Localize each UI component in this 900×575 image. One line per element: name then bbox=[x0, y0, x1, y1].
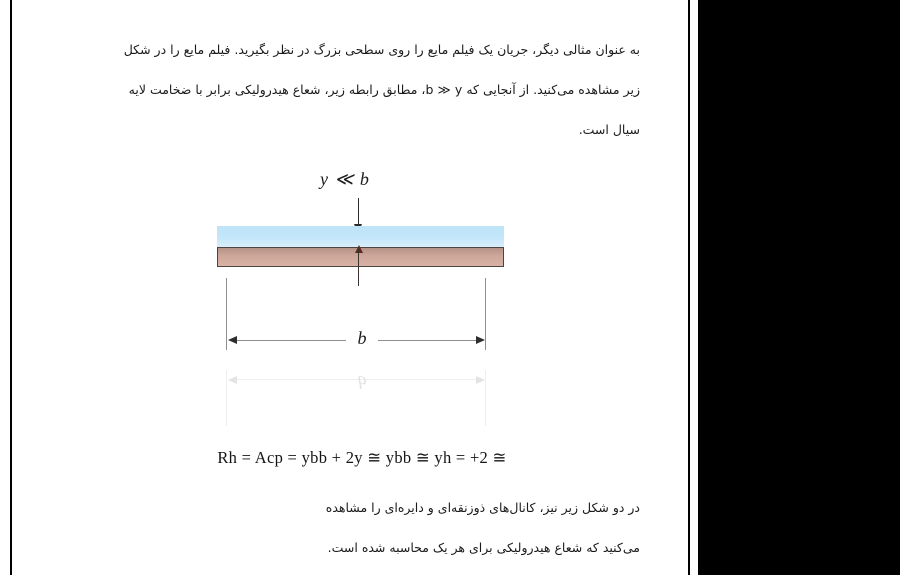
dimension-arrow-right-icon bbox=[476, 336, 485, 344]
figure-reflection bbox=[202, 364, 522, 426]
fluid-film-figure bbox=[202, 160, 522, 430]
presenter-video-panel bbox=[698, 0, 900, 575]
down-arrow-stem-icon bbox=[358, 198, 359, 226]
slide-content-area bbox=[12, 0, 688, 575]
liquid-film-layer bbox=[217, 226, 504, 247]
hydraulic-radius-formula: Rh = Acp = ybb + 2y ≅ ybb ≅ yh = +2 ≅ bbox=[217, 448, 507, 467]
dimension-arrow-left-icon bbox=[228, 336, 237, 344]
up-arrow-stem-icon bbox=[358, 248, 359, 286]
reflection-width-label: b bbox=[357, 372, 367, 392]
reflection-extension-right bbox=[485, 370, 486, 426]
paragraph-top: به عنوان مثالی دیگر، جریان یک فیلم مایع را روی سطحی بزرگ در نظر بگیرید. فیلم مایع را در شکل زیر مشاهده می‌کنید. از آنجایی که b ≫ y، مطابق رابطه زیر، شعاع هیدرولیکی برابر با ضخامت لایه سیال است. bbox=[123, 42, 640, 137]
extension-line-left bbox=[226, 278, 227, 350]
thickness-label: y ≪ b bbox=[320, 169, 370, 189]
reflection-extension-left bbox=[226, 370, 227, 426]
reflection-arrow-right-icon bbox=[476, 376, 485, 384]
width-label: b bbox=[346, 328, 378, 349]
reflection-arrow-left-icon bbox=[228, 376, 237, 384]
extension-line-right bbox=[485, 278, 486, 350]
paragraph-bottom: در دو شکل زیر نیز، کانال‌های ذوزنقه‌ای و دایره‌ای را مشاهده می‌کنید که شعاع هیدرولیکی برای هر یک محاسبه شده است. bbox=[325, 500, 640, 555]
panel-divider bbox=[688, 0, 690, 575]
